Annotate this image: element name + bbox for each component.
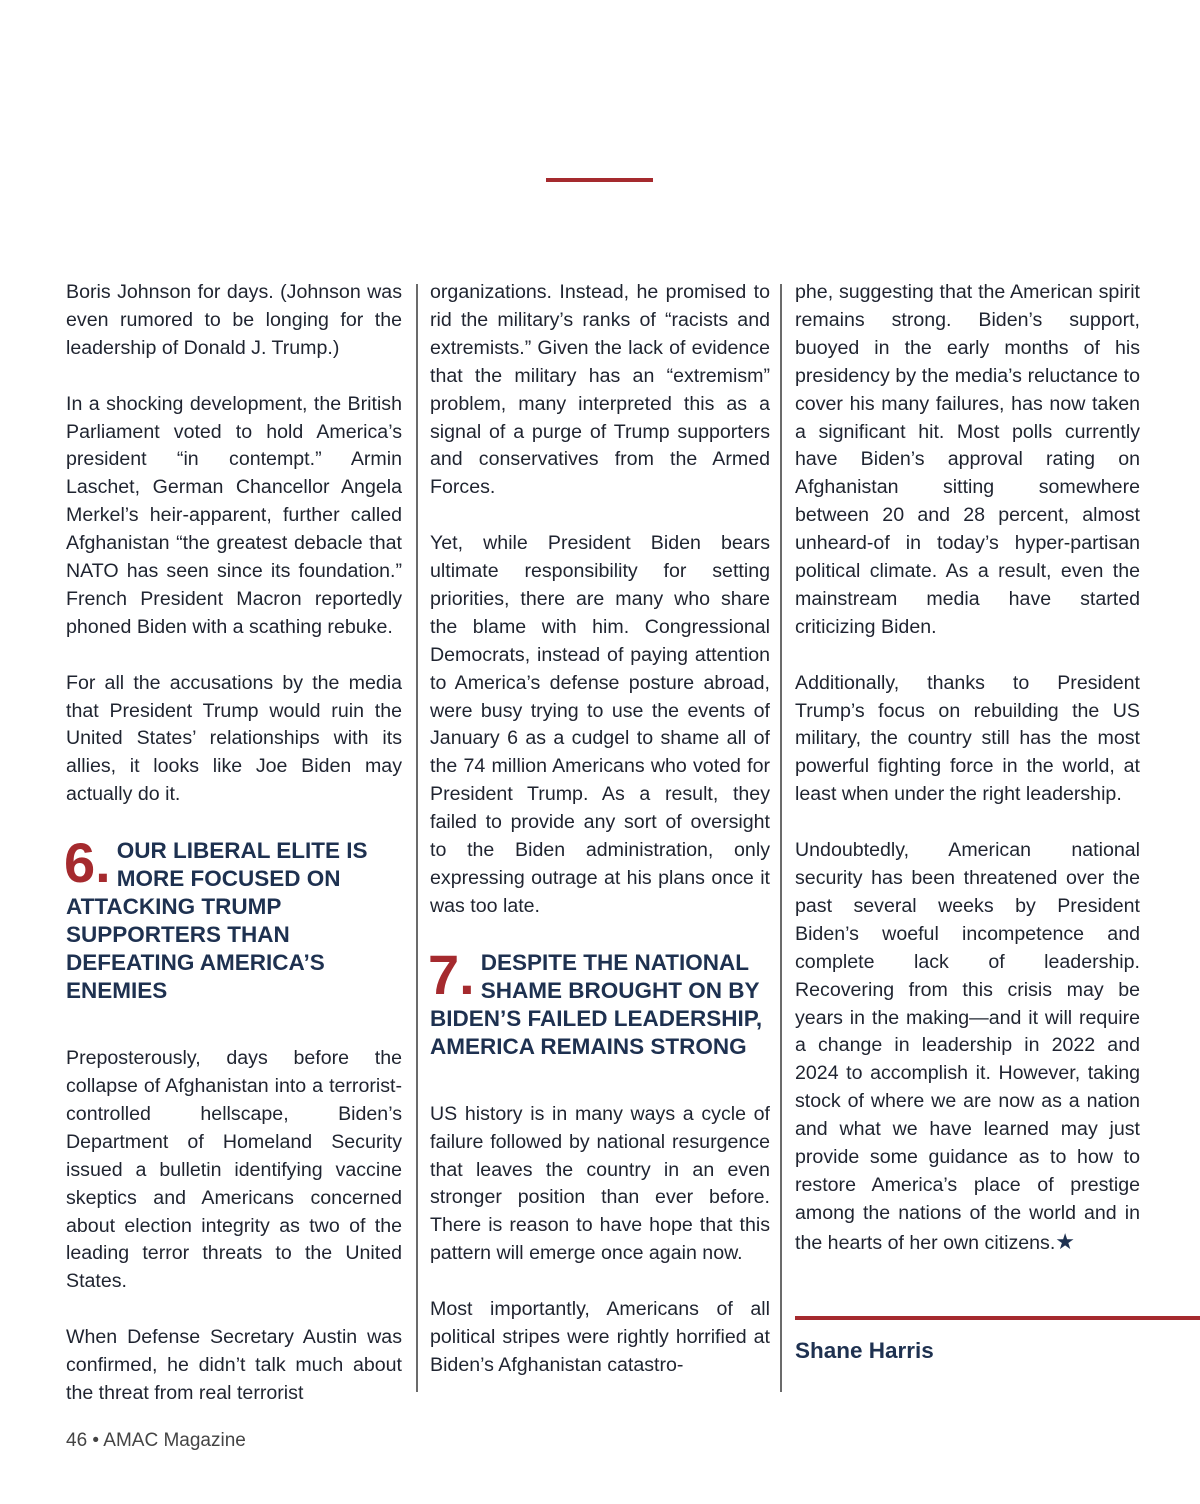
col2-paragraph: organizations. Instead, he promised to rid the military’s ranks of “racists and extremists.” Given the lack of evidence that the military has an “extremism” problem, many interpreted this as a signal of a purge of Trump supporters and conservatives from the Armed Forces. bbox=[430, 281, 770, 499]
section-heading-7 bbox=[428, 942, 770, 1061]
col2-paragraph: Yet, while President Biden bears ultimate responsibility for setting priorities, there are many who share the blame with him. Congressional Democrats, instead of paying attention to America’s defense posture abroad, were busy trying to use the events of January 6 as a cudgel to shame all of the 74 million Americans who voted for President Trump. As a result, they failed to provide any sort of oversight to the Biden administration, only expressing outrage at his plans once it was too late. bbox=[430, 532, 770, 917]
author-byline: Shane Harris bbox=[795, 1338, 934, 1363]
col1-paragraph: Preposterously, days before the collapse of Afghanistan into a terrorist-controlled hellscape, Biden’s Department of Homeland Security issued a bulletin identifying vaccine skeptics and Americans concerned about election integrity as two of the leading terror threats to the United States. bbox=[66, 1047, 402, 1293]
section-heading-6-text: OUR LIBERAL ELITE IS MORE FOCUSED ON ATTACKING TRUMP SUPPORTERS THAN DEFEATING AMERICA’S ENEMIES bbox=[66, 838, 368, 1004]
col3-paragraph: phe, suggesting that the American spirit remains strong. Biden’s support, buoyed in the early months of his presidency by the media’s reluctance to cover his many failures, has now taken a significant hit. Most polls currently have Biden’s approval rating on Afghanistan sitting somewhere between 20 and 28 percent, almost unheard-of in today’s hyper-partisan political climate. As a result, even the mainstream media have started criticizing Biden. bbox=[795, 281, 1140, 638]
col1-paragraph: In a shocking development, the British Parliament voted to hold America’s president “in contempt.” Armin Laschet, German Chancellor Angela Merkel’s heir-apparent, further called Afghanistan “the greatest debacle that NATO has seen since its foundation.” French President Macron reportedly phoned Biden with a scathing rebuke. bbox=[66, 392, 402, 638]
author-accent-rule bbox=[795, 1316, 1200, 1320]
col3-final-text: Undoubtedly, American national security has been threatened over the past several weeks by President Biden’s woeful incompetence and complete lack of leadership. Recovering from this crisis may be years in the making—and it will require a change in leadership in 2022 and 2024 to accomplish it. However, taking stock of where we are now as a nation and what we have learned may just provide some guidance as to how to restore America’s place of prestige among the nations of the world and in the hearts of her own citizens. bbox=[795, 839, 1140, 1254]
column-divider bbox=[780, 284, 782, 1392]
section-heading-6 bbox=[64, 831, 402, 1005]
column-3 bbox=[795, 279, 1140, 1286]
col2-paragraph: US history is in many ways a cycle of failure followed by national resurgence that leaves the country in an even stronger position than ever before. There is reason to have hope that this pattern will emerge once again now. bbox=[430, 1102, 770, 1265]
column-1 bbox=[66, 279, 402, 1436]
page-footer: 46 • AMAC Magazine bbox=[66, 1430, 246, 1451]
star-icon: ★ bbox=[1055, 1228, 1076, 1254]
column-divider bbox=[416, 284, 418, 1392]
col2-paragraph: Most importantly, Americans of all political stripes were rightly horrified at Biden’s Afghanistan catastro- bbox=[430, 1298, 770, 1376]
col1-paragraph: When Defense Secretary Austin was confirmed, he didn’t talk much about the threat from real terrorist bbox=[66, 1326, 402, 1404]
col1-paragraph: Boris Johnson for days. (Johnson was even rumored to be longing for the leadership of Donald J. Trump.) bbox=[66, 281, 402, 359]
section-number-6: 6. bbox=[64, 831, 111, 895]
col1-paragraph: For all the accusations by the media that President Trump would ruin the United States’ relationships with its allies, it looks like Joe Biden may actually do it. bbox=[66, 671, 402, 806]
top-accent-rule bbox=[546, 178, 653, 182]
col3-paragraph: Additionally, thanks to President Trump’s focus on rebuilding the US military, the country still has the most powerful fighting force in the world, at least when under the right leadership. bbox=[795, 671, 1140, 806]
col3-paragraph-final bbox=[795, 837, 1140, 1258]
column-2 bbox=[430, 279, 770, 1408]
section-heading-7-text: DESPITE THE NATIONAL SHAME BROUGHT ON BY BIDEN’S FAILED LEADERSHIP, AMERICA REMAINS STRONG bbox=[430, 949, 763, 1059]
section-number-7: 7. bbox=[428, 942, 475, 1006]
